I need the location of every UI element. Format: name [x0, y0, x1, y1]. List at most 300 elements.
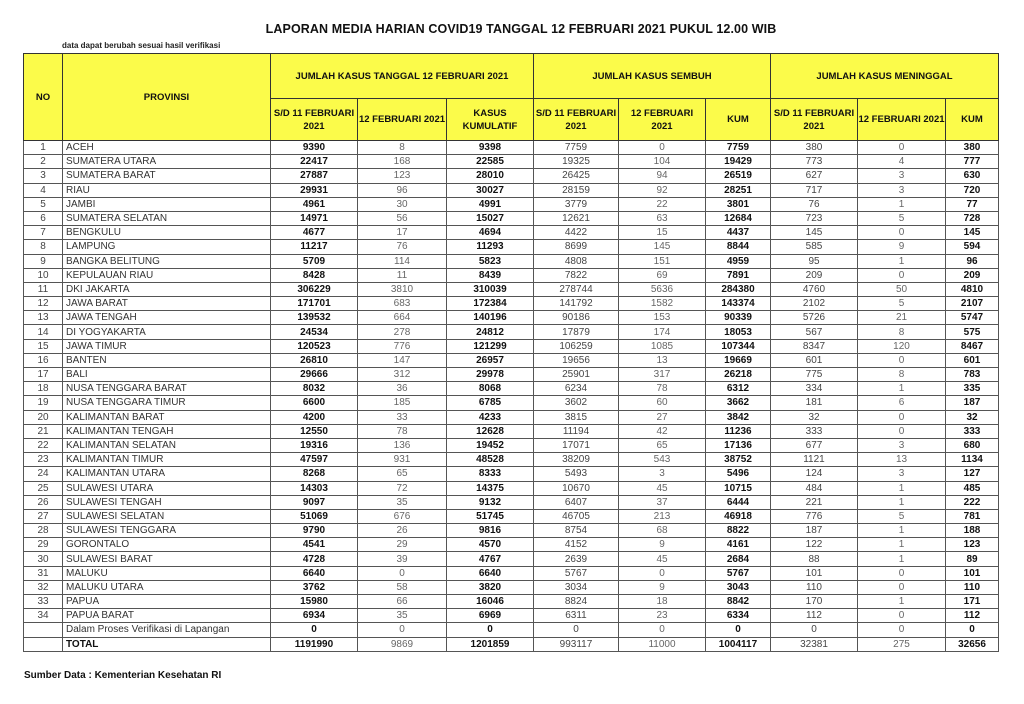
cell-kasus-kum: 6640 — [447, 566, 534, 580]
cell-kasus-sd: 26810 — [271, 353, 358, 367]
header-sembuh-sd: S/D 11 FEBRUARI 2021 — [534, 99, 619, 141]
cell-kasus-kum: 310039 — [447, 282, 534, 296]
cell-kasus-kum: 0 — [447, 623, 534, 637]
cell-sembuh-sd: 4152 — [534, 538, 619, 552]
cell-meninggal-sd: 110 — [771, 580, 858, 594]
cell-no: 13 — [24, 311, 63, 325]
cell-kasus-sd: 14971 — [271, 211, 358, 225]
cell-meninggal-sd: 776 — [771, 509, 858, 523]
cell-sembuh-sd: 5493 — [534, 467, 619, 481]
table-row — [24, 538, 999, 552]
cell-kasus-kum: 4694 — [447, 226, 534, 240]
cell-sembuh-sd: 10670 — [534, 481, 619, 495]
cell-sembuh-sd: 12621 — [534, 211, 619, 225]
cell-kasus-sd: 120523 — [271, 339, 358, 353]
table-row — [24, 623, 999, 637]
cell-meninggal-today: 0 — [858, 609, 946, 623]
cell-sembuh-kum: 6444 — [706, 495, 771, 509]
cell-kasus-kum: 30027 — [447, 183, 534, 197]
cell-kasus-today: 931 — [358, 453, 447, 467]
cell-meninggal-kum: 680 — [946, 438, 999, 452]
table-row — [24, 211, 999, 225]
cell-meninggal-today: 5 — [858, 211, 946, 225]
cell-sembuh-kum: 5496 — [706, 467, 771, 481]
cell-sembuh-kum: 7891 — [706, 268, 771, 282]
table-row — [24, 580, 999, 594]
cell-provinsi: KALIMANTAN TENGAH — [63, 424, 271, 438]
cell-sembuh-kum: 107344 — [706, 339, 771, 353]
table-row — [24, 183, 999, 197]
cell-kasus-today: 66 — [358, 595, 447, 609]
cell-no: 8 — [24, 240, 63, 254]
cell-kasus-sd: 4541 — [271, 538, 358, 552]
cell-kasus-sd: 306229 — [271, 282, 358, 296]
header-group-meninggal: JUMLAH KASUS MENINGGAL — [771, 54, 999, 99]
cell-kasus-today: 29 — [358, 538, 447, 552]
cell-meninggal-sd: 95 — [771, 254, 858, 268]
cell-sembuh-kum: 8842 — [706, 595, 771, 609]
cell-sembuh-sd: 19325 — [534, 155, 619, 169]
cell-kasus-today: 56 — [358, 211, 447, 225]
cell-kasus-sd: 12550 — [271, 424, 358, 438]
cell-sembuh-today: 68 — [619, 524, 706, 538]
cell-kasus-today: 65 — [358, 467, 447, 481]
cell-kasus-sd: 139532 — [271, 311, 358, 325]
cell-meninggal-sd: 1121 — [771, 453, 858, 467]
cell-kasus-sd: 14303 — [271, 481, 358, 495]
cell-sembuh-today: 153 — [619, 311, 706, 325]
table-row — [24, 197, 999, 211]
cell-sembuh-kum: 3043 — [706, 580, 771, 594]
table-row — [24, 552, 999, 566]
cell-provinsi: RIAU — [63, 183, 271, 197]
cell-provinsi: SUMATERA SELATAN — [63, 211, 271, 225]
cell-meninggal-today: 8 — [858, 325, 946, 339]
cell-meninggal-kum: 333 — [946, 424, 999, 438]
cell-kasus-today: 664 — [358, 311, 447, 325]
cell-no: 10 — [24, 268, 63, 282]
cell-sembuh-kum: 0 — [706, 623, 771, 637]
cell-meninggal-kum: 5747 — [946, 311, 999, 325]
cell-meninggal-sd: 88 — [771, 552, 858, 566]
cell-sembuh-sd: 90186 — [534, 311, 619, 325]
cell-kasus-today: 114 — [358, 254, 447, 268]
cell-meninggal-kum: 127 — [946, 467, 999, 481]
cell-sembuh-kum: 3842 — [706, 410, 771, 424]
cell-kasus-sd: 47597 — [271, 453, 358, 467]
cell-meninggal-kum: 575 — [946, 325, 999, 339]
cell-meninggal-kum: 32656 — [946, 637, 999, 651]
cell-meninggal-kum: 485 — [946, 481, 999, 495]
cell-meninggal-today: 0 — [858, 580, 946, 594]
cell-kasus-sd: 8428 — [271, 268, 358, 282]
cell-sembuh-sd: 993117 — [534, 637, 619, 651]
table-row — [24, 268, 999, 282]
cell-kasus-sd: 6640 — [271, 566, 358, 580]
cell-no: 31 — [24, 566, 63, 580]
cell-meninggal-today: 0 — [858, 353, 946, 367]
cell-kasus-today: 168 — [358, 155, 447, 169]
cell-kasus-kum: 4570 — [447, 538, 534, 552]
cell-sembuh-today: 45 — [619, 552, 706, 566]
cell-no: 17 — [24, 368, 63, 382]
cell-kasus-today: 8 — [358, 141, 447, 155]
cell-sembuh-today: 65 — [619, 438, 706, 452]
cell-no: 29 — [24, 538, 63, 552]
cell-sembuh-today: 0 — [619, 141, 706, 155]
cell-sembuh-sd: 7759 — [534, 141, 619, 155]
cell-meninggal-sd: 124 — [771, 467, 858, 481]
cell-sembuh-kum: 18053 — [706, 325, 771, 339]
cell-kasus-kum: 12628 — [447, 424, 534, 438]
cell-meninggal-sd: 8347 — [771, 339, 858, 353]
cell-meninggal-today: 4 — [858, 155, 946, 169]
cell-sembuh-kum: 143374 — [706, 297, 771, 311]
cell-kasus-kum: 4767 — [447, 552, 534, 566]
cell-no: 21 — [24, 424, 63, 438]
report-title: LAPORAN MEDIA HARIAN COVID19 TANGGAL 12 FEBRUARI 2021 PUKUL 12.00 WIB — [265, 22, 777, 36]
cell-provinsi: SULAWESI TENGAH — [63, 495, 271, 509]
cell-meninggal-sd: 773 — [771, 155, 858, 169]
header-meninggal-today: 12 FEBRUARI 2021 — [858, 99, 946, 141]
header-group-sembuh: JUMLAH KASUS SEMBUH — [534, 54, 771, 99]
cell-provinsi: DKI JAKARTA — [63, 282, 271, 296]
cell-sembuh-kum: 90339 — [706, 311, 771, 325]
cell-sembuh-sd: 11194 — [534, 424, 619, 438]
cell-kasus-sd: 27887 — [271, 169, 358, 183]
cell-sembuh-today: 9 — [619, 580, 706, 594]
cell-sembuh-kum: 19429 — [706, 155, 771, 169]
cell-provinsi: JAMBI — [63, 197, 271, 211]
cell-no: 30 — [24, 552, 63, 566]
cell-kasus-sd: 4961 — [271, 197, 358, 211]
table-row — [24, 325, 999, 339]
cell-provinsi: DI YOGYAKARTA — [63, 325, 271, 339]
cell-kasus-today: 0 — [358, 566, 447, 580]
cell-kasus-today: 76 — [358, 240, 447, 254]
cell-no: 28 — [24, 524, 63, 538]
cell-sembuh-today: 3 — [619, 467, 706, 481]
cell-meninggal-sd: 221 — [771, 495, 858, 509]
cell-provinsi: JAWA TIMUR — [63, 339, 271, 353]
cell-provinsi: GORONTALO — [63, 538, 271, 552]
cell-kasus-kum: 4991 — [447, 197, 534, 211]
cell-sembuh-sd: 38209 — [534, 453, 619, 467]
cell-meninggal-kum: 96 — [946, 254, 999, 268]
cell-sembuh-today: 15 — [619, 226, 706, 240]
cell-no: 6 — [24, 211, 63, 225]
cell-meninggal-kum: 0 — [946, 623, 999, 637]
cell-sembuh-kum: 28251 — [706, 183, 771, 197]
cell-no: 16 — [24, 353, 63, 367]
cell-no: 11 — [24, 282, 63, 296]
cell-sembuh-kum: 12684 — [706, 211, 771, 225]
cell-kasus-today: 683 — [358, 297, 447, 311]
cell-sembuh-today: 22 — [619, 197, 706, 211]
table-row — [24, 155, 999, 169]
table-body — [24, 141, 999, 652]
cell-meninggal-sd: 601 — [771, 353, 858, 367]
cell-meninggal-today: 3 — [858, 169, 946, 183]
cell-provinsi: LAMPUNG — [63, 240, 271, 254]
cell-meninggal-today: 1 — [858, 495, 946, 509]
cell-meninggal-kum: 380 — [946, 141, 999, 155]
cell-provinsi: SUMATERA BARAT — [63, 169, 271, 183]
cell-meninggal-sd: 101 — [771, 566, 858, 580]
header-kasus-today: 12 FEBRUARI 2021 — [358, 99, 447, 141]
table-row — [24, 467, 999, 481]
cell-kasus-kum: 24812 — [447, 325, 534, 339]
cell-sembuh-today: 23 — [619, 609, 706, 623]
cell-sembuh-sd: 17879 — [534, 325, 619, 339]
cell-provinsi: KALIMANTAN BARAT — [63, 410, 271, 424]
cell-sembuh-today: 45 — [619, 481, 706, 495]
cell-meninggal-kum: 781 — [946, 509, 999, 523]
cell-sembuh-sd: 3034 — [534, 580, 619, 594]
cell-sembuh-sd: 6407 — [534, 495, 619, 509]
cell-sembuh-today: 317 — [619, 368, 706, 382]
cell-meninggal-kum: 594 — [946, 240, 999, 254]
cell-kasus-today: 36 — [358, 382, 447, 396]
cell-sembuh-sd: 17071 — [534, 438, 619, 452]
cell-kasus-kum: 51745 — [447, 509, 534, 523]
cell-meninggal-sd: 567 — [771, 325, 858, 339]
cell-meninggal-kum: 222 — [946, 495, 999, 509]
cell-meninggal-sd: 5726 — [771, 311, 858, 325]
cell-no: 24 — [24, 467, 63, 481]
cell-provinsi: KALIMANTAN TIMUR — [63, 453, 271, 467]
cell-sembuh-kum: 26218 — [706, 368, 771, 382]
cell-kasus-sd: 29931 — [271, 183, 358, 197]
cell-sembuh-today: 1085 — [619, 339, 706, 353]
cell-no: 7 — [24, 226, 63, 240]
cell-meninggal-sd: 170 — [771, 595, 858, 609]
cell-sembuh-sd: 3815 — [534, 410, 619, 424]
cell-sembuh-kum: 19669 — [706, 353, 771, 367]
cell-provinsi: BALI — [63, 368, 271, 382]
cell-meninggal-today: 0 — [858, 623, 946, 637]
cell-kasus-sd: 5709 — [271, 254, 358, 268]
cell-sembuh-today: 94 — [619, 169, 706, 183]
cell-meninggal-kum: 209 — [946, 268, 999, 282]
cell-meninggal-sd: 32381 — [771, 637, 858, 651]
cell-meninggal-sd: 484 — [771, 481, 858, 495]
cell-kasus-today: 312 — [358, 368, 447, 382]
cell-kasus-today: 185 — [358, 396, 447, 410]
cell-provinsi: NUSA TENGGARA TIMUR — [63, 396, 271, 410]
table-row — [24, 424, 999, 438]
cell-no: 15 — [24, 339, 63, 353]
header-no: NO — [24, 54, 63, 141]
cell-kasus-kum: 14375 — [447, 481, 534, 495]
cell-meninggal-today: 1 — [858, 481, 946, 495]
table-row — [24, 481, 999, 495]
cell-meninggal-sd: 122 — [771, 538, 858, 552]
cell-meninggal-today: 5 — [858, 509, 946, 523]
cell-kasus-kum: 11293 — [447, 240, 534, 254]
cell-kasus-kum: 26957 — [447, 353, 534, 367]
cell-no — [24, 623, 63, 637]
cell-meninggal-kum: 145 — [946, 226, 999, 240]
cell-sembuh-today: 13 — [619, 353, 706, 367]
cell-kasus-sd: 51069 — [271, 509, 358, 523]
cell-no: 1 — [24, 141, 63, 155]
cell-meninggal-sd: 775 — [771, 368, 858, 382]
cell-provinsi: MALUKU UTARA — [63, 580, 271, 594]
table-row — [24, 282, 999, 296]
table-row — [24, 524, 999, 538]
cell-sembuh-today: 543 — [619, 453, 706, 467]
table-row — [24, 382, 999, 396]
cell-meninggal-kum: 601 — [946, 353, 999, 367]
cell-kasus-today: 0 — [358, 623, 447, 637]
cell-sembuh-sd: 2639 — [534, 552, 619, 566]
cell-sembuh-kum: 26519 — [706, 169, 771, 183]
cell-sembuh-kum: 4161 — [706, 538, 771, 552]
cell-meninggal-kum: 728 — [946, 211, 999, 225]
cell-sembuh-sd: 0 — [534, 623, 619, 637]
cell-provinsi: JAWA BARAT — [63, 297, 271, 311]
cell-kasus-kum: 9398 — [447, 141, 534, 155]
cell-meninggal-today: 9 — [858, 240, 946, 254]
cell-kasus-kum: 1201859 — [447, 637, 534, 651]
cell-no: 3 — [24, 169, 63, 183]
cell-kasus-today: 35 — [358, 495, 447, 509]
cell-kasus-kum: 22585 — [447, 155, 534, 169]
table-row — [24, 254, 999, 268]
cell-no: 19 — [24, 396, 63, 410]
cell-sembuh-kum: 8822 — [706, 524, 771, 538]
cell-meninggal-today: 5 — [858, 297, 946, 311]
cell-sembuh-sd: 141792 — [534, 297, 619, 311]
cell-kasus-today: 278 — [358, 325, 447, 339]
table-row — [24, 637, 999, 651]
cell-kasus-sd: 4200 — [271, 410, 358, 424]
cell-meninggal-sd: 334 — [771, 382, 858, 396]
cell-provinsi: ACEH — [63, 141, 271, 155]
cell-sembuh-sd: 106259 — [534, 339, 619, 353]
cell-provinsi: SULAWESI SELATAN — [63, 509, 271, 523]
cell-kasus-kum: 172384 — [447, 297, 534, 311]
cell-meninggal-today: 0 — [858, 268, 946, 282]
table-row — [24, 509, 999, 523]
cell-sembuh-kum: 46918 — [706, 509, 771, 523]
cell-meninggal-sd: 2102 — [771, 297, 858, 311]
cell-sembuh-today: 5636 — [619, 282, 706, 296]
cell-sembuh-today: 0 — [619, 623, 706, 637]
cell-provinsi: TOTAL — [63, 637, 271, 651]
table-row — [24, 311, 999, 325]
cell-kasus-today: 96 — [358, 183, 447, 197]
cell-kasus-today: 136 — [358, 438, 447, 452]
cell-no: 25 — [24, 481, 63, 495]
cell-sembuh-kum: 38752 — [706, 453, 771, 467]
cell-provinsi: NUSA TENGGARA BARAT — [63, 382, 271, 396]
table-row — [24, 609, 999, 623]
cell-sembuh-kum: 1004117 — [706, 637, 771, 651]
cell-no — [24, 637, 63, 651]
table-row — [24, 226, 999, 240]
cell-kasus-today: 3810 — [358, 282, 447, 296]
cell-no: 18 — [24, 382, 63, 396]
cell-meninggal-kum: 188 — [946, 524, 999, 538]
cell-no: 26 — [24, 495, 63, 509]
cell-kasus-kum: 4233 — [447, 410, 534, 424]
cell-kasus-kum: 15027 — [447, 211, 534, 225]
cell-kasus-today: 11 — [358, 268, 447, 282]
cell-meninggal-kum: 171 — [946, 595, 999, 609]
cell-no: 20 — [24, 410, 63, 424]
cell-kasus-kum: 9132 — [447, 495, 534, 509]
cell-meninggal-kum: 77 — [946, 197, 999, 211]
header-meninggal-kum: KUM — [946, 99, 999, 141]
cell-kasus-kum: 6785 — [447, 396, 534, 410]
cell-meninggal-kum: 2107 — [946, 297, 999, 311]
cell-sembuh-kum: 6312 — [706, 382, 771, 396]
cell-meninggal-today: 21 — [858, 311, 946, 325]
cell-no: 23 — [24, 453, 63, 467]
cell-meninggal-today: 3 — [858, 183, 946, 197]
covid-report-table — [23, 53, 999, 652]
cell-meninggal-kum: 32 — [946, 410, 999, 424]
cell-meninggal-today: 1 — [858, 254, 946, 268]
cell-kasus-today: 72 — [358, 481, 447, 495]
cell-meninggal-kum: 101 — [946, 566, 999, 580]
cell-meninggal-sd: 0 — [771, 623, 858, 637]
cell-meninggal-sd: 585 — [771, 240, 858, 254]
cell-kasus-kum: 121299 — [447, 339, 534, 353]
cell-sembuh-sd: 8699 — [534, 240, 619, 254]
cell-no: 32 — [24, 580, 63, 594]
cell-meninggal-sd: 181 — [771, 396, 858, 410]
cell-meninggal-kum: 187 — [946, 396, 999, 410]
cell-kasus-kum: 19452 — [447, 438, 534, 452]
cell-no: 14 — [24, 325, 63, 339]
cell-kasus-kum: 29978 — [447, 368, 534, 382]
cell-no: 33 — [24, 595, 63, 609]
cell-sembuh-today: 145 — [619, 240, 706, 254]
cell-kasus-kum: 48528 — [447, 453, 534, 467]
table-row — [24, 410, 999, 424]
cell-kasus-sd: 8268 — [271, 467, 358, 481]
cell-sembuh-sd: 3602 — [534, 396, 619, 410]
cell-meninggal-today: 1 — [858, 595, 946, 609]
cell-meninggal-sd: 723 — [771, 211, 858, 225]
cell-meninggal-sd: 380 — [771, 141, 858, 155]
header-meninggal-sd: S/D 11 FEBRUARI 2021 — [771, 99, 858, 141]
cell-sembuh-today: 78 — [619, 382, 706, 396]
cell-meninggal-today: 275 — [858, 637, 946, 651]
cell-provinsi: SULAWESI UTARA — [63, 481, 271, 495]
table-row — [24, 396, 999, 410]
cell-kasus-kum: 3820 — [447, 580, 534, 594]
cell-provinsi: MALUKU — [63, 566, 271, 580]
header-kasus-sd: S/D 11 FEBRUARI 2021 — [271, 99, 358, 141]
cell-meninggal-today: 120 — [858, 339, 946, 353]
cell-kasus-sd: 9097 — [271, 495, 358, 509]
cell-sembuh-sd: 6234 — [534, 382, 619, 396]
header-provinsi: PROVINSI — [63, 54, 271, 141]
cell-kasus-sd: 4677 — [271, 226, 358, 240]
cell-sembuh-sd: 3779 — [534, 197, 619, 211]
cell-meninggal-today: 50 — [858, 282, 946, 296]
header-kasus-kum: KASUS KUMULATIF — [447, 99, 534, 141]
cell-kasus-sd: 3762 — [271, 580, 358, 594]
cell-no: 27 — [24, 509, 63, 523]
cell-provinsi: PAPUA — [63, 595, 271, 609]
cell-sembuh-sd: 7822 — [534, 268, 619, 282]
cell-sembuh-sd: 5767 — [534, 566, 619, 580]
